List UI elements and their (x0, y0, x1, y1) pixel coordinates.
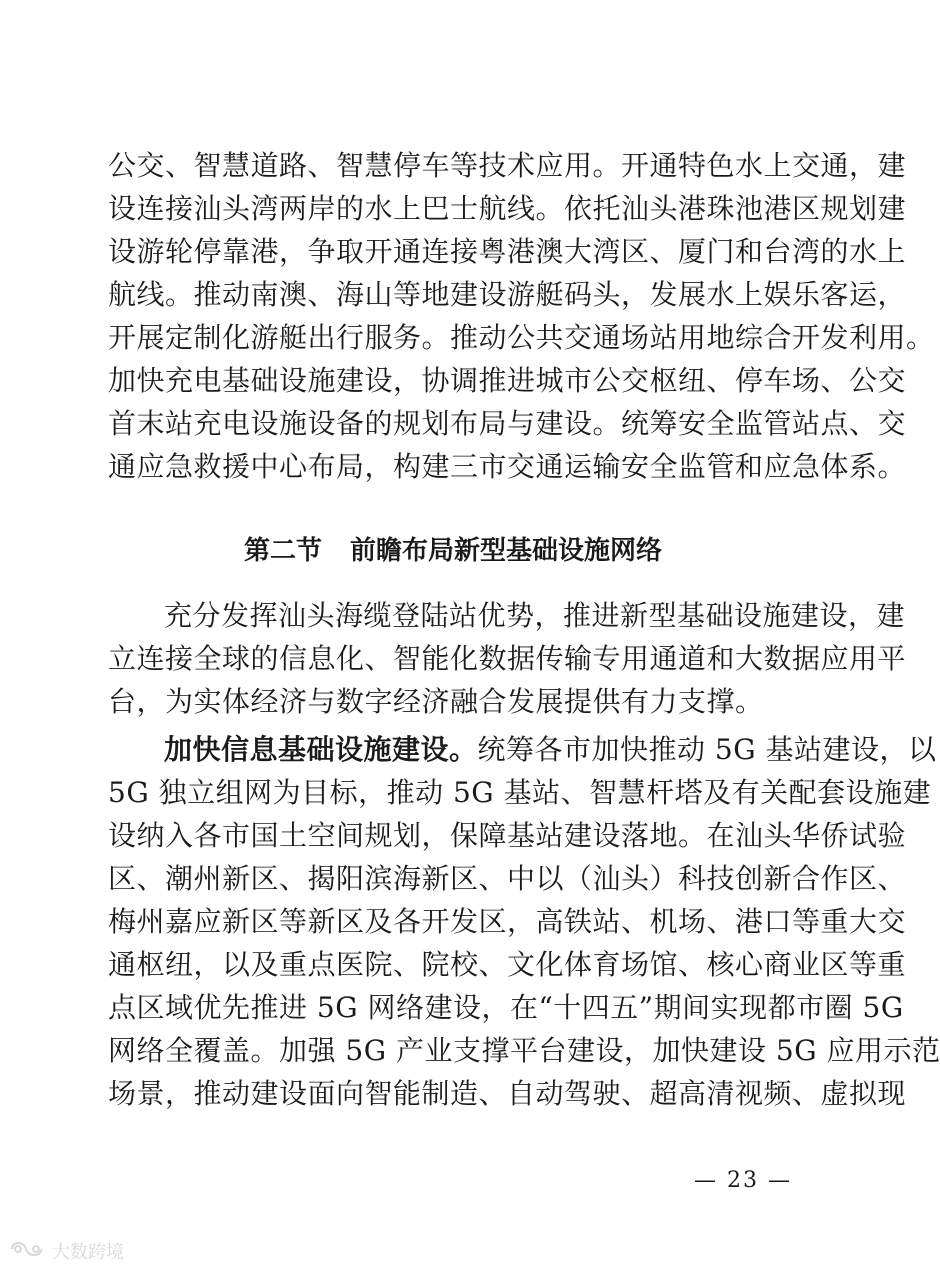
paragraph-2 (108, 594, 907, 723)
section-number: 第二节 (243, 536, 322, 566)
paragraph-line: 开展定制化游艇出行服务。推动公共交通场站用地综合开发利用。 (108, 321, 935, 354)
paragraph-line: 加快充电基础设施建设，协调推进城市公交枢纽、停车场、公交 (108, 364, 907, 397)
paragraph-line: 设纳入各市国土空间规划，保障基站建设落地。在汕头华侨试验 (108, 819, 907, 852)
paragraph-lead-rest: 统筹各市加快推动 5G 基站建设，以 (477, 733, 937, 766)
paragraph-lead: 加快信息基础设施建设。 (164, 733, 478, 766)
paragraph-line: 台，为实体经济与数字经济融合发展提供有力支撑。 (108, 685, 764, 718)
section-heading (108, 530, 798, 573)
paragraph-3 (108, 728, 940, 1115)
paragraph-line: 充分发挥汕头海缆登陆站优势，推进新型基础设施建设，建 (164, 599, 906, 632)
paragraph-line: 场景，推动建设面向智能制造、自动驾驶、超高清视频、虚拟现 (108, 1077, 907, 1110)
brand-logo-icon (8, 1237, 48, 1266)
paragraph-line: 点区域优先推进 5G 网络建设，在“十四五”期间实现都市圈 5G (108, 991, 904, 1024)
paragraph-line: 设游轮停靠港，争取开通连接粤港澳大湾区、厦门和台湾的水上 (108, 235, 907, 268)
paragraph-line: 梅州嘉应新区等新区及各开发区，高铁站、机场、港口等重大交 (108, 905, 907, 938)
section-title: 前瞻布局新型基础设施网络 (350, 536, 663, 566)
page-number: — 23 — (694, 1168, 792, 1193)
paragraph-1 (108, 144, 935, 488)
paragraph-line: 通枢纽，以及重点医院、院校、文化体育场馆、核心商业区等重 (108, 948, 907, 981)
paragraph-line: 区、潮州新区、揭阳滨海新区、中以（汕头）科技创新合作区、 (108, 862, 907, 895)
paragraph-line: 5G 独立组网为目标，推动 5G 基站、智慧杆塔及有关配套设施建 (108, 776, 932, 809)
paragraph-line: 立连接全球的信息化、智能化数据传输专用通道和大数据应用平 (108, 642, 907, 675)
paragraph-line: 设连接汕头湾两岸的水上巴士航线。依托汕头港珠池港区规划建 (108, 192, 907, 225)
paragraph-line: 首末站充电设施设备的规划布局与建设。统筹安全监管站点、交 (108, 407, 907, 440)
paragraph-line: 公交、智慧道路、智慧停车等技术应用。开通特色水上交通，建 (108, 149, 907, 182)
watermark-text: 大数跨境 (52, 1242, 124, 1263)
watermark (8, 1236, 124, 1266)
paragraph-first-line (108, 728, 937, 771)
paragraph-line: 网络全覆盖。加强 5G 产业支撑平台建设，加快建设 5G 应用示范 (108, 1034, 940, 1067)
paragraph-line: 通应急救援中心布局，构建三市交通运输安全监管和应急体系。 (108, 450, 907, 483)
paragraph-line: 航线。推动南澳、海山等地建设游艇码头，发展水上娱乐客运， (108, 278, 907, 311)
